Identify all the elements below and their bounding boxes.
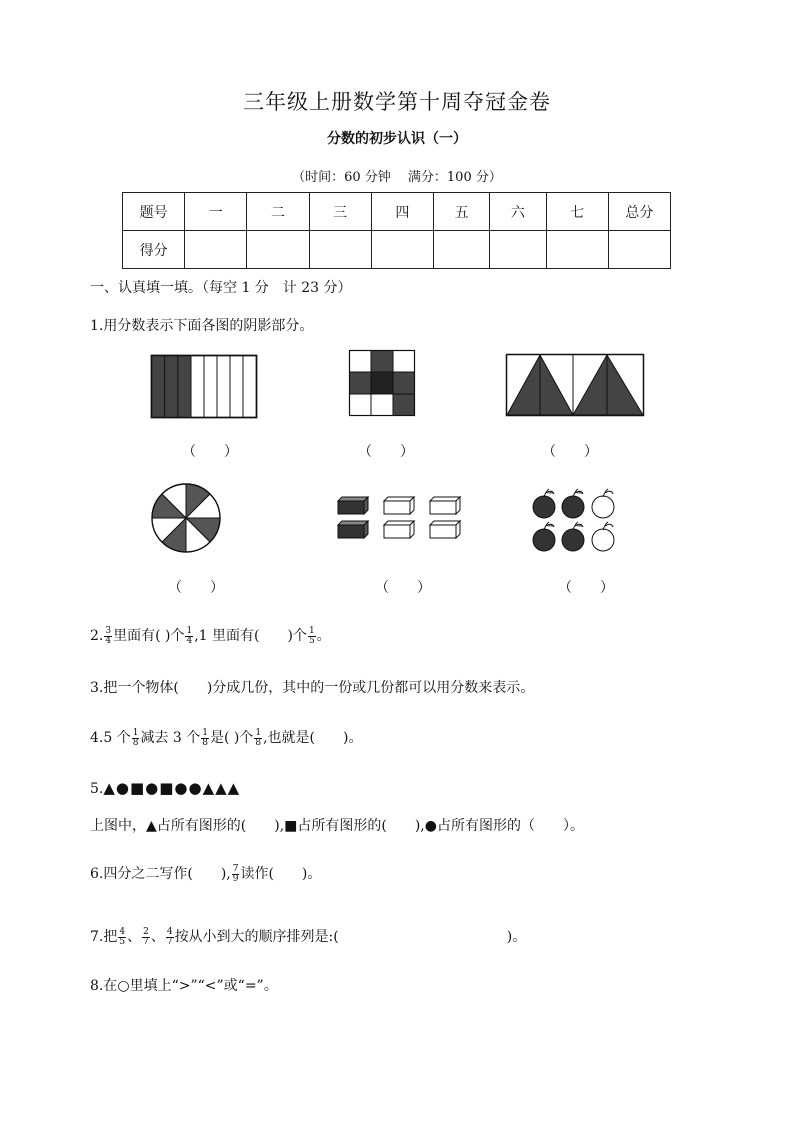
figure-shaded-strips [151,355,257,418]
table-cell: 总分 [608,193,670,231]
fraction [132,729,140,748]
question-5 [90,778,240,799]
answer-blank[interactable]: （ ） [558,580,614,596]
figure-shaded-circle [151,483,221,553]
numerator: 3 [105,625,112,636]
numerator: 1 [202,727,208,738]
answer-blank[interactable]: （ ） [542,444,598,460]
question-2 [90,626,331,646]
score-input-cell[interactable] [247,231,309,269]
score-table-score-row [123,231,671,269]
score-table-header-row [123,193,671,231]
fraction [185,627,193,646]
table-cell: 五 [433,193,489,231]
numerator: 1 [308,625,315,636]
exam-meta: （时间：60 分钟 满分：100 分） [292,170,502,185]
text[interactable]: 读作( )。 [240,866,322,882]
figure-shaded-grid [349,350,415,416]
text[interactable]: 6.四分之二写作( ), [90,866,231,882]
denominator: 8 [202,737,208,748]
score-input-cell[interactable] [433,231,489,269]
numerator: 1 [255,727,262,738]
denominator: 8 [132,737,139,748]
answer-blank[interactable]: （ ） [358,444,414,460]
figure-shaded-triangles [506,354,644,416]
text: 7.把 [90,929,118,945]
score-input-cell[interactable] [309,231,371,269]
table-cell: 四 [371,193,433,231]
score-input-cell[interactable] [371,231,433,269]
denominator: 8 [255,737,262,748]
numerator: 7 [232,863,239,874]
fraction [308,627,316,646]
denominator: 5 [119,936,126,947]
text[interactable]: 是( )个 [210,730,254,746]
figure-blocks [336,496,464,542]
score-input-cell[interactable] [490,231,546,269]
text: 减去 3 个 [140,730,201,746]
fraction [104,627,112,646]
numerator: 4 [166,926,173,937]
table-cell: 三 [309,193,371,231]
question-7 [90,927,526,947]
score-input-cell[interactable] [185,231,247,269]
answer-blank[interactable]: （ ） [375,580,431,596]
page-subtitle: 分数的初步认识（一） [327,131,467,147]
text: 。 [316,628,331,644]
fraction [232,865,240,884]
denominator: 7 [166,936,173,947]
separator: 、 [127,929,142,945]
numerator: 2 [143,926,149,937]
section-heading: 一、认真填一填。（每空 1 分 计 23 分） [90,280,352,296]
question-6 [90,864,321,884]
denominator: 4 [186,635,193,646]
fraction [254,729,262,748]
fraction [142,928,150,947]
numerator: 1 [186,625,193,636]
text[interactable]: 按从小到大的顺序排列是:( )。 [174,929,527,945]
score-input-cell[interactable] [608,231,670,269]
question-1: 1.用分数表示下面各图的阴影部分。 [90,318,314,334]
score-input-cell[interactable] [546,231,608,269]
separator: 、 [150,929,165,945]
fraction [201,729,209,748]
numerator: 4 [119,926,126,937]
question-3[interactable]: 3.把一个物体( )分成几份，其中的一份或几份都可以用分数来表示。 [90,680,535,696]
text[interactable]: ,也就是( )。 [263,730,363,746]
denominator: 4 [105,635,112,646]
answer-blank[interactable]: （ ） [168,580,224,596]
table-cell: 得分 [123,231,185,269]
text: 4.5 个 [90,730,131,746]
page-title: 三年级上册数学第十周夺冠金卷 [243,90,551,114]
question-4 [90,728,362,748]
numerator: 1 [132,727,139,738]
shape-sequence: ▲●■●■●●▲▲▲ [103,779,241,797]
denominator: 7 [143,936,149,947]
label: 5. [90,781,104,797]
table-cell: 题号 [123,193,185,231]
denominator: 5 [308,635,315,646]
table-cell: 二 [247,193,309,231]
score-table [122,192,671,269]
text[interactable]: 里面有( )个 [113,628,185,644]
table-cell: 六 [490,193,546,231]
table-cell: 七 [546,193,608,231]
text[interactable]: ,1 里面有( )个 [194,628,307,644]
table-cell: 一 [185,193,247,231]
figure-apples [530,488,622,554]
text: 2. [90,628,104,644]
denominator: 9 [232,873,239,884]
question-8: 8.在○里填上“>”“<”或“=”。 [90,978,278,994]
question-5-prompt[interactable]: 上图中，▲占所有图形的( ),■占所有图形的( ),●占所有图形的（ ）。 [90,818,584,834]
fraction [166,928,174,947]
answer-blank[interactable]: （ ） [182,444,238,460]
fraction [118,928,126,947]
